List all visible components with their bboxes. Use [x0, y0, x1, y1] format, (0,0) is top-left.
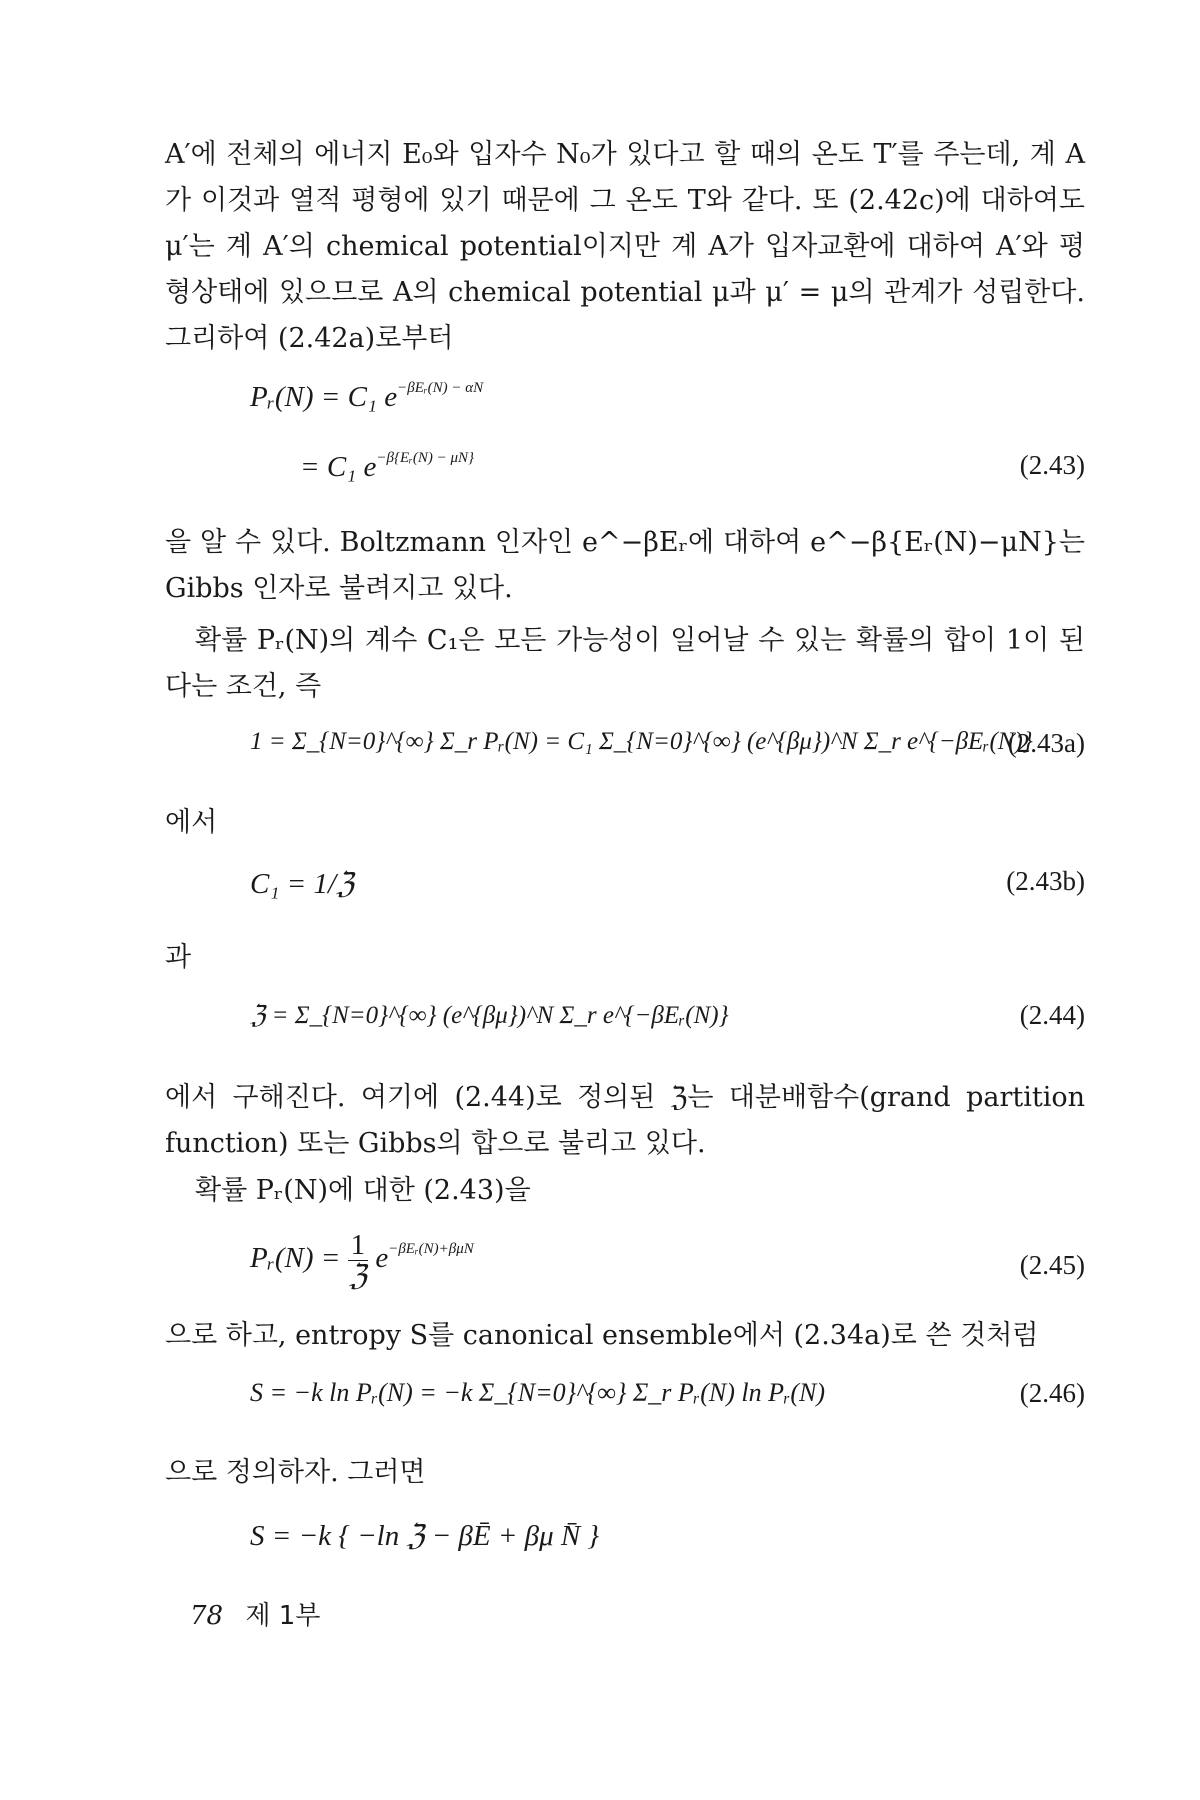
paragraph-text: 에서	[165, 807, 218, 838]
equation-2-43-line2	[165, 450, 1085, 500]
equation-2-43a	[165, 728, 1085, 778]
part-label: 제 1부	[245, 1601, 321, 1631]
paragraph-text: 을 알 수 있다. Boltzmann 인자인 e^−βEᵣ에 대하여 e^−β{Eᵣ(N)−μN}는 Gibbs 인자로 불려지고 있다.	[165, 527, 1085, 604]
equation-number: (2.43b)	[1006, 866, 1085, 896]
fraction-numerator: 1	[348, 1230, 369, 1261]
paragraph-text: 에서 구해진다. 여기에 (2.44)로 정의된 ℨ는 대분배함수(grand partition function) 또는 Gibbs의 합으로 불리고 있다.	[165, 1082, 1085, 1159]
equation-2-45	[165, 1230, 1085, 1306]
paragraph-text: 으로 정의하자. 그러면	[165, 1457, 426, 1488]
paragraph-probability-coefficient	[165, 618, 1085, 710]
equation-lhs: = C₁ e	[300, 451, 377, 483]
fraction	[348, 1230, 369, 1291]
equation-number: (2.43a)	[1007, 728, 1085, 758]
equation-2-44	[165, 1000, 1085, 1050]
paragraph-text: 확률 Pᵣ(N)의 계수 C₁은 모든 가능성이 일어날 수 있는 확률의 합이 1이 된다는 조건, 즉	[165, 625, 1085, 702]
equation-lhs: Pᵣ(N) = C₁ e	[250, 381, 398, 413]
paragraph-text: A′에 전체의 에너지 E₀와 입자수 N₀가 있다고 할 때의 온도 T′를 주는데, 계 A가 이것과 열적 평형에 있기 때문에 그 온도 T와 같다. 또 (2.42c)에 대하여도 μ′는 계 A′의 chemical potential이지만 계 A가 입자교환에 대하여 A′와 평형상태에 있으므로 A의 chemical potential μ과 μ′ = μ의 관계가 성립한다. 그리하여 (2.42a)로부터	[165, 139, 1085, 354]
paragraph-from	[165, 800, 1085, 846]
equation-number: (2.44)	[1019, 1000, 1085, 1030]
equation-number: (2.43)	[1019, 450, 1085, 480]
paragraph-gibbs-factor	[165, 520, 1085, 612]
equation-lhs: Pᵣ(N) =	[250, 1242, 341, 1275]
paragraph-entropy-definition	[165, 1313, 1085, 1359]
paragraph-text: 으로 하고, entropy S를 canonical ensemble에서 (2.34a)로 쓴 것처럼	[165, 1320, 1039, 1351]
equation-number: (2.46)	[1019, 1378, 1085, 1408]
paragraph-and	[165, 935, 1085, 981]
equation-expression: ℨ = Σ_{N=0}^{∞} (e^{βμ})^N Σ_r e^{−βEᵣ(N)}	[250, 1002, 729, 1029]
paragraph-grand-partition	[165, 1075, 1085, 1167]
page-number: 78	[190, 1601, 224, 1631]
equation-entropy-result	[165, 1518, 1085, 1568]
equation-2-43b	[165, 866, 1085, 916]
paragraph-energy-temperature	[165, 132, 1085, 362]
equation-2-46	[165, 1378, 1085, 1428]
equation-base: e	[375, 1242, 389, 1275]
equation-exponent: −βEᵣ(N) − αN	[397, 380, 484, 396]
equation-exponent: −β{Eᵣ(N) − μN}	[376, 450, 474, 466]
equation-exponent: −βEᵣ(N)+βμN	[388, 1241, 474, 1258]
paragraph-probability-eq	[165, 1168, 1085, 1214]
equation-number: (2.45)	[1019, 1250, 1085, 1280]
fraction-denominator: ℨ	[348, 1260, 367, 1292]
paragraph-define	[165, 1450, 1085, 1496]
equation-expression: C₁ = 1/ℨ	[250, 868, 354, 900]
equation-2-43-line1	[165, 380, 1085, 430]
equation-expression: S = −k { −ln ℨ − βĒ + βμ N̄ }	[250, 1520, 600, 1552]
paragraph-text: 확률 Pᵣ(N)에 대한 (2.43)을	[195, 1175, 531, 1206]
paragraph-text: 과	[165, 942, 192, 973]
equation-expression: 1 = Σ_{N=0}^{∞} Σ_r Pᵣ(N) = C₁ Σ_{N=0}^{∞} (e^{βμ})^N Σ_r e^{−βEᵣ(N)}	[250, 728, 1033, 755]
page-footer	[190, 1595, 320, 1632]
equation-expression: S = −k ln Pᵣ(N) = −k Σ_{N=0}^{∞} Σ_r Pᵣ(N) ln Pᵣ(N)	[250, 1378, 826, 1407]
